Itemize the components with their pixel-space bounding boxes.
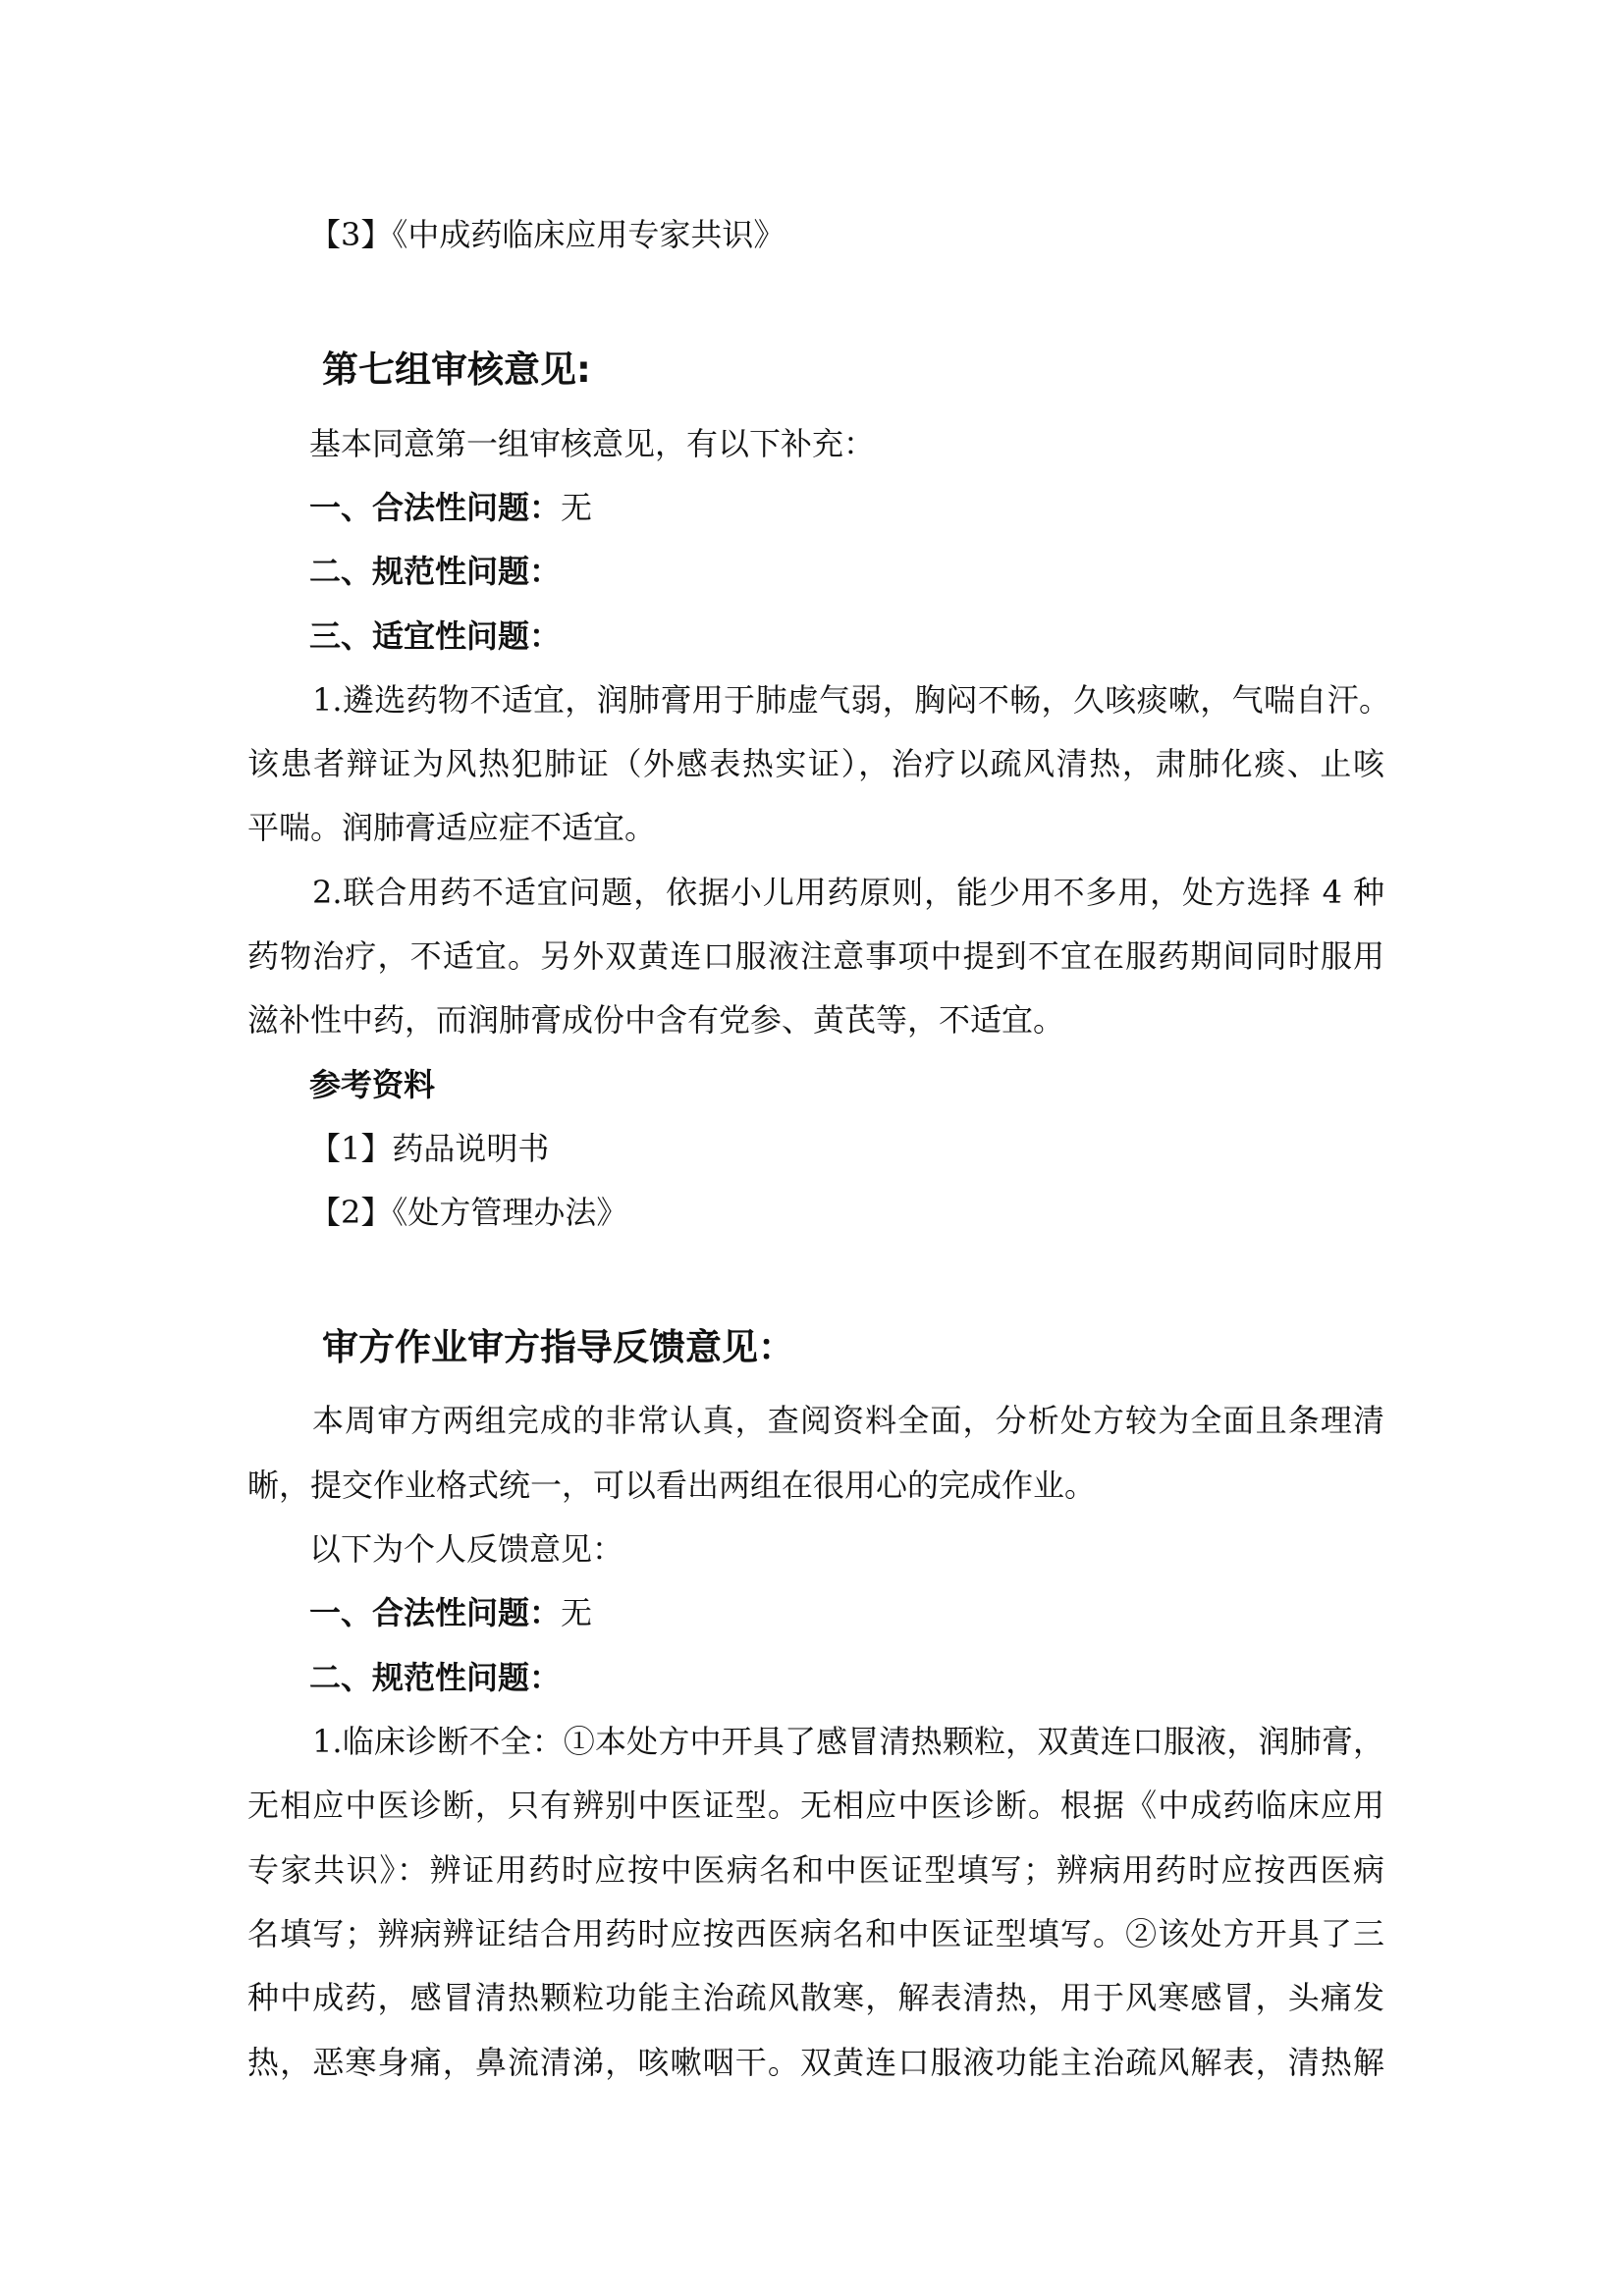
legality-value: 无 [561, 1594, 593, 1631]
feedback-p1-line2: 晰，提交作业格式统一，可以看出两组在很用心的完成作业。 [247, 1467, 1097, 1504]
feedback-personal: 以下为个人反馈意见： [309, 1530, 624, 1568]
group7-ref-2: 【2】《处方管理办法》 [309, 1194, 628, 1231]
feedback-p2-line6: 热，恶寒身痛，鼻流清涕，咳嗽咽干。双黄连口服液功能主治疏风解表，清热解 [247, 2044, 1384, 2081]
group7-p2-line1: 2.联合用药不适宜问题，依据小儿用药原则，能少用不多用，处方选择 4 种 [312, 874, 1384, 911]
feedback-p2-line2: 无相应中医诊断，只有辨别中医证型。无相应中医诊断。根据《中成药临床应用 [247, 1787, 1384, 1824]
group7-ref-1: 【1】药品说明书 [309, 1130, 550, 1167]
feedback-p1-line1: 本周审方两组完成的非常认真，查阅资料全面，分析处方较为全面且条理清 [312, 1402, 1384, 1439]
feedback-standard-label: 二、规范性问题： [309, 1659, 562, 1696]
feedback-legality [309, 1593, 592, 1632]
feedback-p2-line3: 专家共识》：辨证用药时应按中医病名和中医证型填写；辨病用药时应按西医病 [247, 1851, 1384, 1889]
legality-label: 一、合法性问题： [309, 1594, 562, 1631]
group7-p2-line3: 滋补性中药，而润肺膏成份中含有党参、黄芪等，不适宜。 [247, 1001, 1065, 1039]
group7-p1-line2: 该患者辩证为风热犯肺证（外感表热实证），治疗以疏风清热，肃肺化痰、止咳 [247, 745, 1384, 782]
feedback-p2-line4: 名填写；辨病辨证结合用药时应按西医病名和中医证型填写。②该处方开具了三 [247, 1915, 1384, 1952]
legality-value: 无 [561, 489, 593, 526]
group7-heading: 第七组审核意见: [322, 348, 591, 391]
reference-3-top: 【3】《中成药临床应用专家共识》 [309, 216, 785, 253]
group7-refs-title: 参考资料 [309, 1066, 436, 1103]
feedback-p2-line5: 种中成药，感冒清热颗粒功能主治疏风散寒，解表清热，用于风寒感冒，头痛发 [247, 1979, 1384, 2016]
group7-intro: 基本同意第一组审核意见，有以下补充： [309, 425, 876, 462]
group7-p2-line2: 药物治疗，不适宜。另外双黄连口服液注意事项中提到不宜在服药期间同时服用 [247, 937, 1384, 975]
group7-suitability-label: 三、适宜性问题： [309, 617, 562, 655]
feedback-p2-line1: 1.临床诊断不全：①本处方中开具了感冒清热颗粒，双黄连口服液，润肺膏， [312, 1723, 1384, 1760]
group7-standard-label: 二、规范性问题： [309, 553, 562, 590]
group7-legality [309, 488, 592, 527]
legality-label: 一、合法性问题： [309, 489, 562, 526]
group7-p1-line3: 平喘。润肺膏适应症不适宜。 [247, 809, 657, 846]
group7-p1-line1: 1.遴选药物不适宜，润肺膏用于肺虚气弱，胸闷不畅，久咳痰嗽，气喘自汗。 [312, 681, 1390, 719]
feedback-heading: 审方作业审方指导反馈意见： [322, 1326, 794, 1368]
